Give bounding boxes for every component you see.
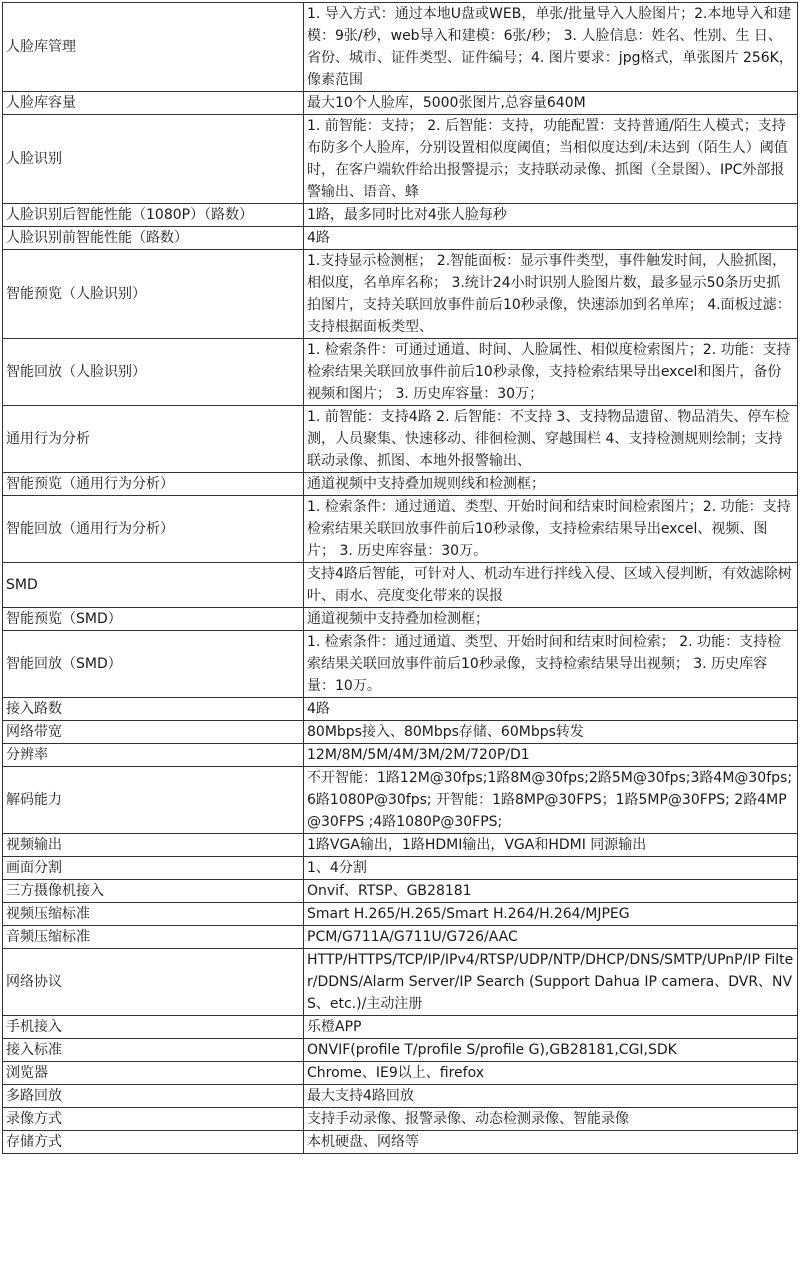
- spec-value: 1路VGA输出，1路HDMI输出，VGA和HDMI 同源输出: [307, 837, 647, 853]
- spec-key: 人脸库管理: [3, 3, 304, 92]
- spec-value: 80Mbps接入、80Mbps存储、60Mbps转发: [307, 724, 584, 740]
- spec-table-body: [3, 3, 798, 1154]
- spec-value-cell: [304, 406, 798, 473]
- spec-key: 智能预览（人脸识别）: [3, 250, 304, 339]
- spec-value: 最大10个人脸库，5000张图片,总容量640M: [307, 95, 586, 111]
- spec-key: 智能回放（通用行为分析）: [3, 496, 304, 563]
- spec-key: 接入路数: [3, 698, 304, 721]
- spec-value: Smart H.265/H.265/Smart H.264/H.264/MJPEG: [307, 906, 630, 922]
- table-row: [3, 1085, 798, 1108]
- spec-value-cell: [304, 767, 798, 834]
- spec-value: 乐橙APP: [307, 1019, 362, 1035]
- spec-value-cell: [304, 857, 798, 880]
- spec-value: 4路: [307, 701, 330, 717]
- spec-value-cell: [304, 563, 798, 608]
- spec-value-cell: [304, 227, 798, 250]
- spec-key: 解码能力: [3, 767, 304, 834]
- table-row: [3, 1062, 798, 1085]
- spec-key: 视频输出: [3, 834, 304, 857]
- spec-value: 1. 导入方式：通过本地U盘或WEB，单张/批量导入人脸图片；2.本地导入和建模：9张/秒，web导入和建模：6张/秒； 3. 人脸信息：姓名、性别、生 日、省份、城市、证件类型、证件编号；4. 图片要求：jpg格式，单张图片 256K，像素范围: [307, 6, 793, 88]
- spec-key: 人脸识别: [3, 115, 304, 204]
- spec-value-cell: [304, 339, 798, 406]
- spec-key: 视频压缩标准: [3, 903, 304, 926]
- spec-value: 本机硬盘、网络等: [307, 1134, 419, 1150]
- spec-value: 不开智能：1路12M@30fps;1路8M@30fps;2路5M@30fps;3路4M@30fps;6路1080P@30fps; 开智能：1路8MP@30FPS；1路5MP@30FPS; 2路4MP@30FPS ;4路1080P@30FPS;: [307, 770, 793, 830]
- spec-value: 1、4分割: [307, 860, 367, 876]
- spec-key: 通用行为分析: [3, 406, 304, 473]
- table-row: [3, 744, 798, 767]
- spec-value-cell: [304, 744, 798, 767]
- spec-value: 1. 前智能：支持； 2. 后智能：支持，功能配置：支持普通/陌生人模式；支持布防多个人脸库，分别设置相似度阈值；当相似度达到/未达到（陌生人）阈值时，在客户端软件给出报警提示；支持联动录像、抓图（全景图）、IPC外部报警输出、语音、蜂: [307, 118, 788, 200]
- spec-key: 分辨率: [3, 744, 304, 767]
- table-row: [3, 903, 798, 926]
- spec-key: 接入标准: [3, 1039, 304, 1062]
- spec-key: 多路回放: [3, 1085, 304, 1108]
- spec-key: 三方摄像机接入: [3, 880, 304, 903]
- spec-value-cell: [304, 903, 798, 926]
- spec-value-cell: [304, 92, 798, 115]
- spec-key: SMD: [3, 563, 304, 608]
- spec-key: 人脸识别后智能性能（1080P）（路数）: [3, 204, 304, 227]
- spec-value-cell: [304, 3, 798, 92]
- spec-value-cell: [304, 115, 798, 204]
- table-row: [3, 473, 798, 496]
- spec-value-cell: [304, 1039, 798, 1062]
- spec-value: 1. 检索条件：通过通道、类型、开始时间和结束时间检索图片；2. 功能：支持检索结果关联回放事件前后10秒录像，支持检索结果导出excel、视频、图片； 3. 历史库容量：30万。: [307, 499, 791, 559]
- spec-value-cell: [304, 496, 798, 563]
- spec-key: 智能回放（人脸识别）: [3, 339, 304, 406]
- spec-value-cell: [304, 1062, 798, 1085]
- spec-key: 音频压缩标准: [3, 926, 304, 949]
- spec-value-cell: [304, 1016, 798, 1039]
- table-row: [3, 698, 798, 721]
- spec-value: 通道视频中支持叠加检测框；: [307, 611, 489, 627]
- spec-key: 浏览器: [3, 1062, 304, 1085]
- spec-value-cell: [304, 949, 798, 1016]
- spec-value-cell: [304, 880, 798, 903]
- table-row: [3, 1108, 798, 1131]
- spec-value-cell: [304, 204, 798, 227]
- spec-key: 手机接入: [3, 1016, 304, 1039]
- spec-value: 12M/8M/5M/4M/3M/2M/720P/D1: [307, 747, 530, 763]
- table-row: [3, 1039, 798, 1062]
- spec-value: Chrome、IE9以上、firefox: [307, 1065, 485, 1081]
- spec-value: 1. 检索条件：可通过通道、时间、人脸属性、相似度检索图片；2. 功能：支持检索结果关联回放事件前后10秒录像，支持检索结果导出excel和图片，备份视频和图片； 3. 历史库容量：30万；: [307, 342, 791, 402]
- table-row: [3, 767, 798, 834]
- spec-value-cell: [304, 631, 798, 698]
- spec-key: 人脸库容量: [3, 92, 304, 115]
- spec-value: PCM/G711A/G711U/G726/AAC: [307, 929, 518, 945]
- table-row: [3, 563, 798, 608]
- table-row: [3, 631, 798, 698]
- spec-value-cell: [304, 834, 798, 857]
- spec-key: 存储方式: [3, 1131, 304, 1154]
- spec-key: 画面分割: [3, 857, 304, 880]
- spec-value: Onvif、RTSP、GB28181: [307, 883, 472, 899]
- spec-value-cell: [304, 250, 798, 339]
- table-row: [3, 3, 798, 92]
- spec-value-cell: [304, 721, 798, 744]
- spec-key: 人脸识别前智能性能（路数）: [3, 227, 304, 250]
- spec-value: 1.支持显示检测框； 2.智能面板：显示事件类型，事件触发时间，人脸抓图，相似度，名单库名称； 3.统计24小时识别人脸图片数，最多显示50条历史抓拍图片，支持关联回放事件前后10秒录像，快速添加到名单库； 4.面板过滤：支持根据面板类型、: [307, 253, 791, 335]
- table-row: [3, 834, 798, 857]
- spec-key: 网络协议: [3, 949, 304, 1016]
- spec-table: [2, 2, 798, 1154]
- table-row: [3, 250, 798, 339]
- table-row: [3, 857, 798, 880]
- spec-value: 1. 前智能：支持4路 2. 后智能：不支持 3、支持物品遗留、物品消失、停车检测，人员聚集、快速移动、徘徊检测、穿越围栏 4、支持检测规则绘制；支持联动录像、抓图、本地外报警输出、: [307, 409, 790, 469]
- spec-key: 智能回放（SMD）: [3, 631, 304, 698]
- spec-value: 支持4路后智能，可针对人、机动车进行拌线入侵、区域入侵判断，有效滤除树叶、雨水、亮度变化带来的误报: [307, 566, 792, 604]
- table-row: [3, 1016, 798, 1039]
- spec-value: 4路: [307, 230, 330, 246]
- spec-value: 通道视频中支持叠加规则线和检测框；: [307, 476, 545, 492]
- spec-key: 录像方式: [3, 1108, 304, 1131]
- table-row: [3, 1131, 798, 1154]
- table-row: [3, 608, 798, 631]
- spec-value-cell: [304, 698, 798, 721]
- spec-value-cell: [304, 608, 798, 631]
- spec-value: HTTP/HTTPS/TCP/IP/IPv4/RTSP/UDP/NTP/DHCP/DNS/SMTP/UPnP/IP Filter/DDNS/Alarm Server/IP Search (Support Dahua IP camera、DVR、NVS、etc.)/主动注册: [307, 952, 794, 1012]
- spec-key: 网络带宽: [3, 721, 304, 744]
- table-row: [3, 406, 798, 473]
- spec-value: 1. 检索条件：通过通道、类型、开始时间和结束时间检索； 2. 功能：支持检索结果关联回放事件前后10秒录像，支持检索结果导出视频； 3. 历史库容量：10万。: [307, 634, 782, 694]
- table-row: [3, 115, 798, 204]
- table-row: [3, 339, 798, 406]
- spec-value: 1路，最多同时比对4张人脸每秒: [307, 207, 507, 223]
- spec-value: ONVIF(profile T/profile S/profile G),GB28181,CGI,SDK: [307, 1042, 677, 1058]
- table-row: [3, 880, 798, 903]
- spec-value-cell: [304, 473, 798, 496]
- table-row: [3, 926, 798, 949]
- spec-key: 智能预览（SMD）: [3, 608, 304, 631]
- spec-value: 最大支持4路回放: [307, 1088, 414, 1104]
- table-row: [3, 227, 798, 250]
- table-row: [3, 949, 798, 1016]
- table-row: [3, 92, 798, 115]
- spec-value-cell: [304, 1131, 798, 1154]
- spec-value-cell: [304, 1108, 798, 1131]
- spec-value-cell: [304, 926, 798, 949]
- table-row: [3, 204, 798, 227]
- spec-value: 支持手动录像、报警录像、动态检测录像、智能录像: [307, 1111, 629, 1127]
- table-row: [3, 721, 798, 744]
- table-row: [3, 496, 798, 563]
- spec-key: 智能预览（通用行为分析）: [3, 473, 304, 496]
- spec-value-cell: [304, 1085, 798, 1108]
